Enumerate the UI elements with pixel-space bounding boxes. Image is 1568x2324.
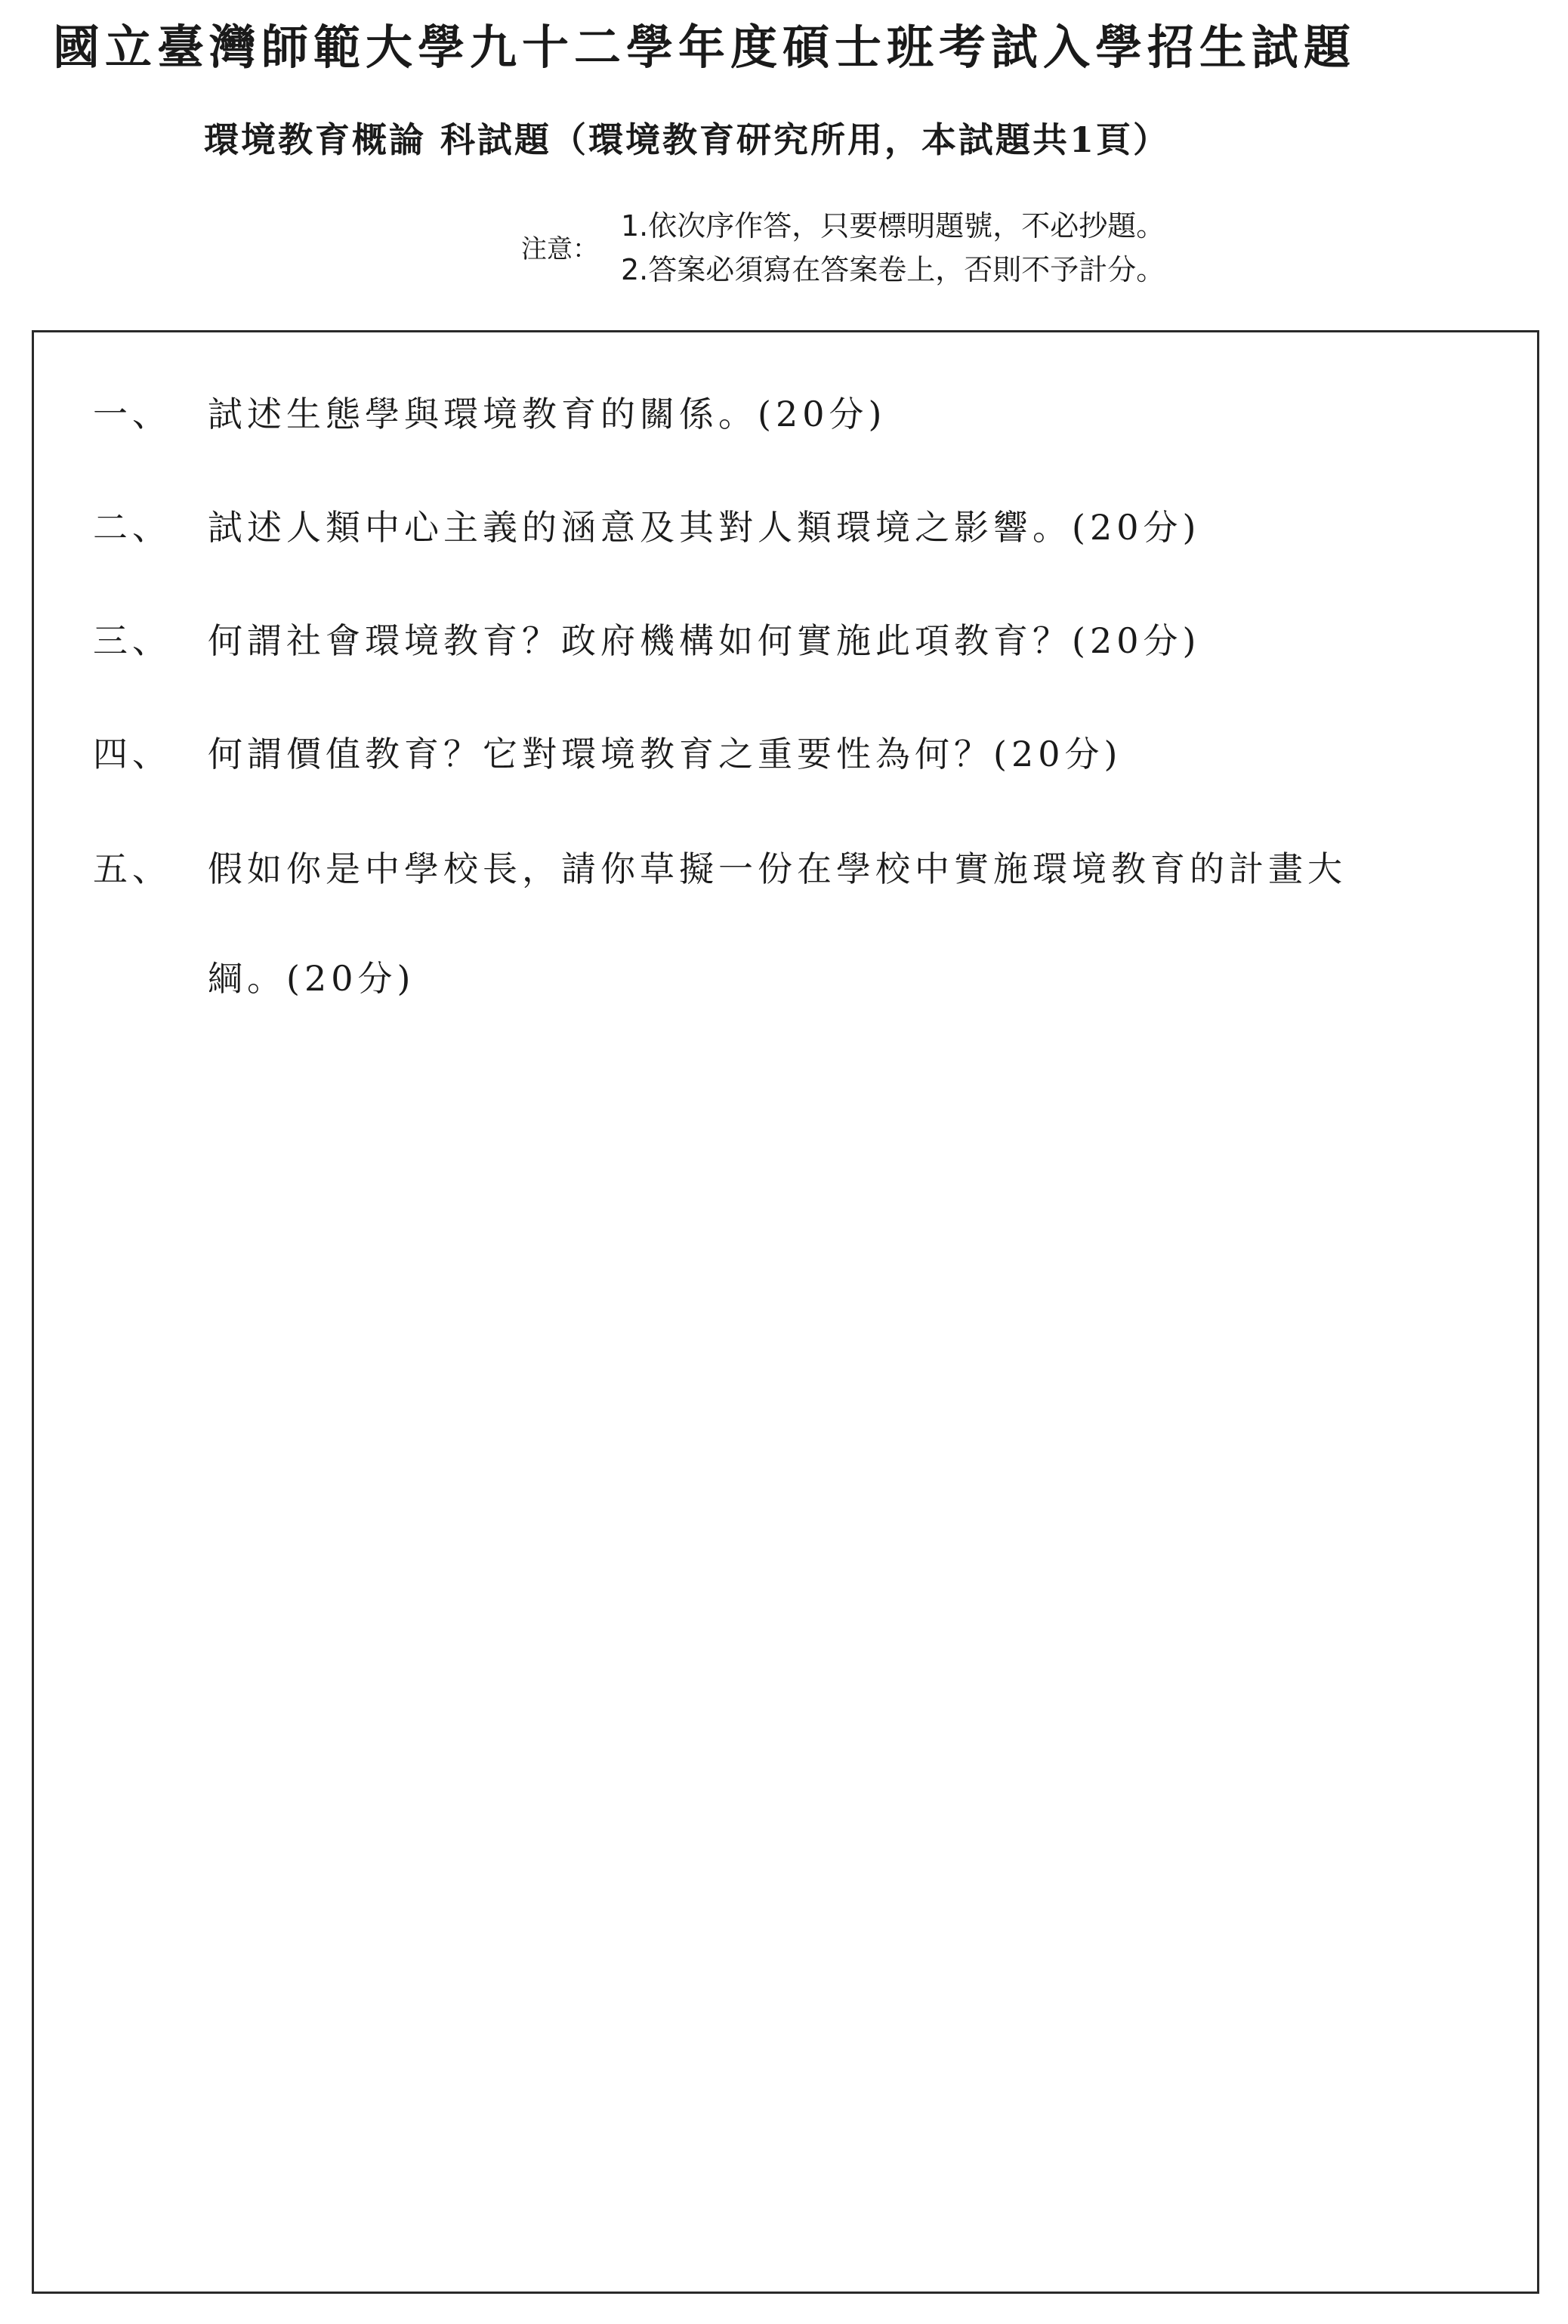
question-text: 何謂社會環境教育？政府機構如何實施此項教育？(20分) bbox=[208, 620, 1201, 661]
question-1 bbox=[93, 391, 886, 437]
question-box bbox=[32, 330, 1539, 2294]
question-5 bbox=[93, 846, 1347, 892]
notice-block bbox=[521, 204, 1503, 295]
question-5-continuation: 綱。(20分) bbox=[208, 958, 415, 999]
notice-items bbox=[621, 204, 1165, 292]
question-3 bbox=[93, 618, 1200, 663]
question-number: 五、 bbox=[93, 848, 171, 889]
question-text: 何謂價值教育？它對環境教育之重要性為何？(20分) bbox=[208, 734, 1122, 774]
notice-item: 1.依次序作答，只要標明題號，不必抄題。 bbox=[621, 209, 1165, 243]
question-number: 三、 bbox=[93, 620, 171, 661]
question-number: 四、 bbox=[93, 734, 171, 774]
question-number: 二、 bbox=[93, 507, 171, 548]
question-4 bbox=[93, 731, 1122, 777]
question-text: 假如你是中學校長，請你草擬一份在學校中實施環境教育的計畫大 bbox=[208, 848, 1347, 889]
question-number: 一、 bbox=[93, 394, 171, 434]
question-2 bbox=[93, 505, 1200, 550]
question-text: 試述人類中心主義的涵意及其對人類環境之影響。(20分) bbox=[208, 507, 1201, 548]
notice-label: 注意： bbox=[521, 234, 598, 264]
exam-subtitle: 環境教育概論 科試題（環境教育研究所用，本試題共1頁） bbox=[204, 119, 1171, 160]
question-text: 試述生態學與環境教育的關係。(20分) bbox=[208, 394, 887, 434]
notice-item: 2.答案必須寫在答案卷上，否則不予計分。 bbox=[621, 253, 1165, 286]
exam-title: 國立臺灣師範大學九十二學年度碩士班考試入學招生試題 bbox=[53, 20, 1357, 75]
